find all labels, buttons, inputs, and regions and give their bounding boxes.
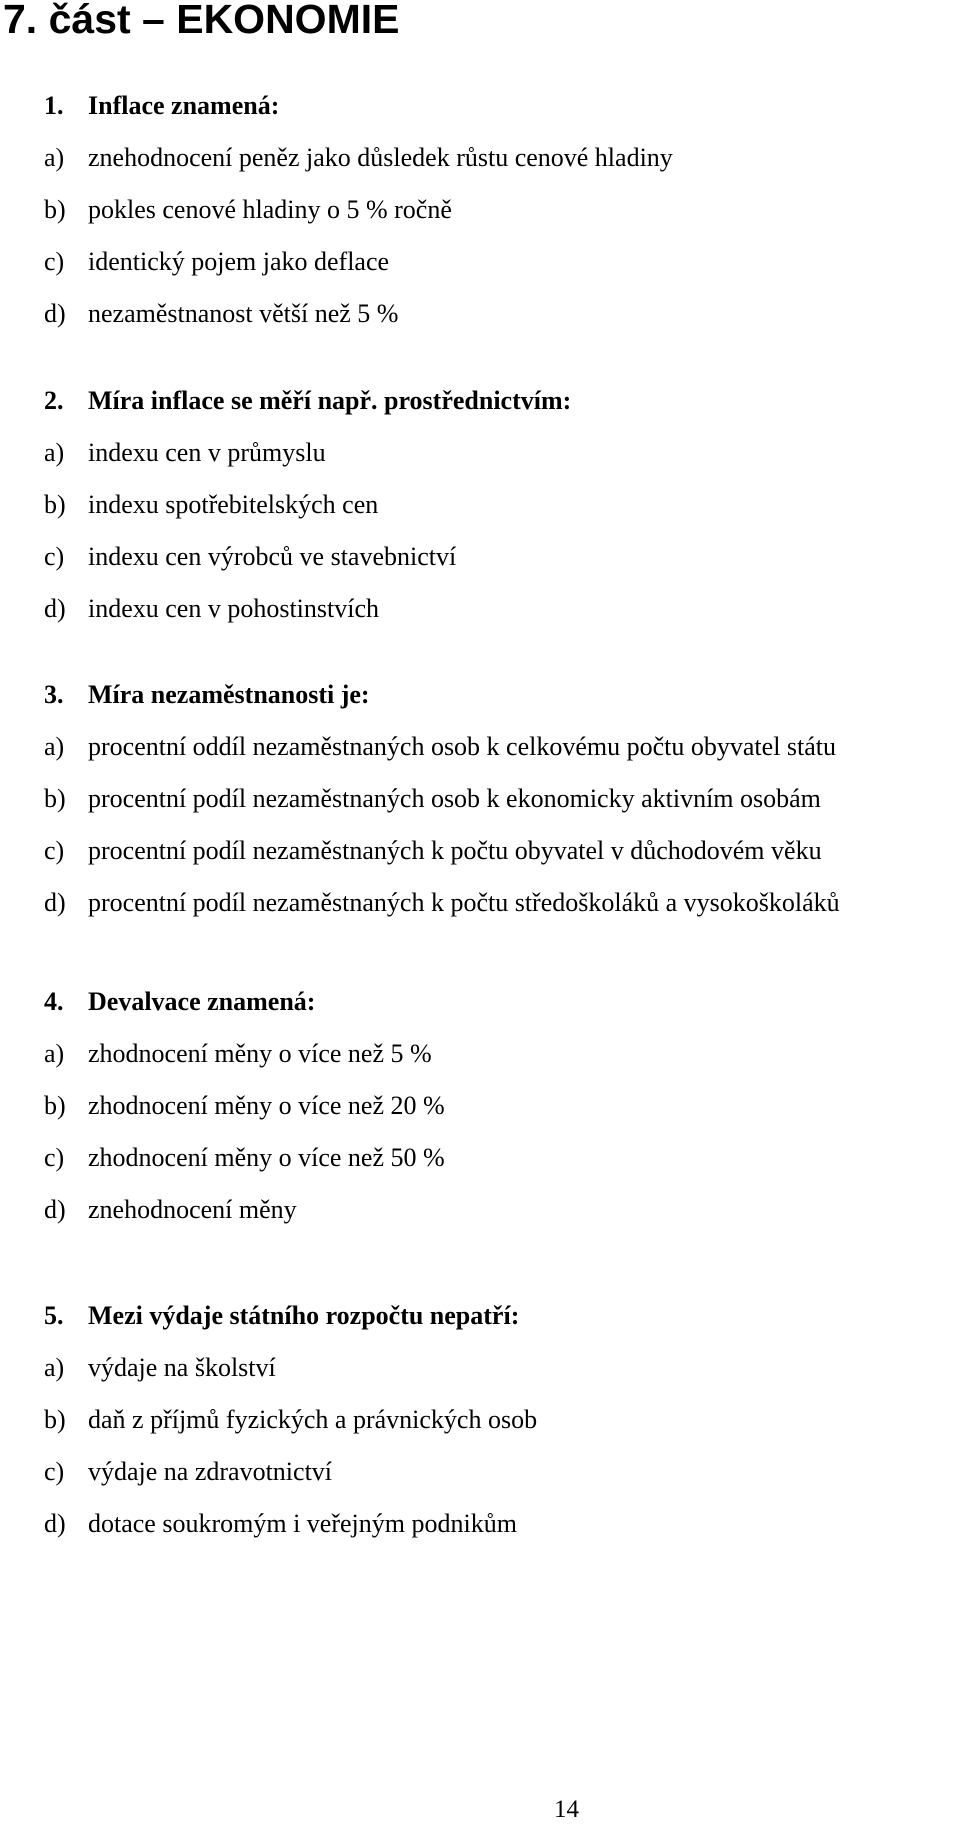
question-number: 4.: [44, 987, 64, 1016]
answer-option-d: [44, 1498, 537, 1550]
question-1: [44, 80, 673, 340]
question-5: [44, 1290, 537, 1550]
option-letter: a): [44, 1353, 65, 1382]
option-letter: b): [44, 490, 66, 519]
option-letter: c): [44, 247, 65, 276]
question-text: Inflace znamená:: [88, 91, 280, 120]
option-text: procentní oddíl nezaměstnaných osob k celkovému počtu obyvatel státu: [88, 732, 837, 761]
option-letter: c): [44, 836, 65, 865]
answer-option-b: [44, 1394, 537, 1446]
answer-option-a: [44, 721, 840, 773]
option-letter: c): [44, 1457, 65, 1486]
option-text: znehodnocení peněz jako důsledek růstu cenové hladiny: [88, 143, 673, 172]
page-number: 14: [554, 1796, 579, 1823]
option-text: identický pojem jako deflace: [88, 247, 390, 276]
answer-option-b: [44, 479, 571, 531]
answer-option-a: [44, 1342, 537, 1394]
option-letter: d): [44, 1195, 66, 1224]
option-letter: b): [44, 784, 66, 813]
option-text: daň z příjmů fyzických a právnických osob: [88, 1405, 538, 1434]
question-number: 1.: [44, 91, 64, 120]
option-letter: b): [44, 1405, 66, 1434]
option-letter: d): [44, 1509, 66, 1538]
question-text: Mezi výdaje státního rozpočtu nepatří:: [88, 1301, 520, 1330]
option-letter: a): [44, 143, 65, 172]
answer-option-b: [44, 1080, 445, 1132]
option-text: procentní podíl nezaměstnaných osob k ekonomicky aktivním osobám: [88, 784, 821, 813]
question-text: Míra inflace se měří např. prostřednictvím:: [88, 386, 572, 415]
option-text: dotace soukromým i veřejným podnikům: [88, 1509, 517, 1538]
answer-option-c: [44, 236, 673, 288]
option-text: indexu spotřebitelských cen: [88, 490, 379, 519]
answer-option-d: [44, 1184, 445, 1236]
answer-option-d: [44, 877, 840, 929]
answer-option-d: [44, 583, 571, 635]
question-4: [44, 976, 445, 1236]
answer-option-b: [44, 773, 840, 825]
question-text: Devalvace znamená:: [88, 987, 316, 1016]
option-text: zhodnocení měny o více než 20 %: [88, 1091, 445, 1120]
option-text: znehodnocení měny: [88, 1195, 297, 1224]
answer-option-c: [44, 1446, 537, 1498]
option-text: zhodnocení měny o více než 5 %: [88, 1039, 432, 1068]
question-number: 5.: [44, 1301, 64, 1330]
option-text: indexu cen v pohostinstvích: [88, 594, 380, 623]
answer-option-c: [44, 1132, 445, 1184]
option-letter: b): [44, 195, 66, 224]
option-letter: a): [44, 1039, 65, 1068]
option-text: procentní podíl nezaměstnaných k počtu obyvatel v důchodovém věku: [88, 836, 822, 865]
question-heading: [44, 375, 571, 427]
option-letter: d): [44, 594, 66, 623]
option-text: pokles cenové hladiny o 5 % ročně: [88, 195, 452, 224]
option-letter: a): [44, 438, 65, 467]
question-text: Míra nezaměstnanosti je:: [88, 680, 370, 709]
option-text: indexu cen v průmyslu: [88, 438, 326, 467]
question-2: [44, 375, 571, 635]
question-heading: [44, 976, 445, 1028]
option-text: nezaměstnanost větší než 5 %: [88, 299, 399, 328]
question-heading: [44, 80, 673, 132]
answer-option-c: [44, 531, 571, 583]
option-letter: d): [44, 888, 66, 917]
option-letter: a): [44, 732, 65, 761]
option-letter: b): [44, 1091, 66, 1120]
option-text: výdaje na školství: [88, 1353, 276, 1382]
answer-option-c: [44, 825, 840, 877]
question-number: 2.: [44, 386, 64, 415]
answer-option-d: [44, 288, 673, 340]
answer-option-a: [44, 132, 673, 184]
option-text: indexu cen výrobců ve stavebnictví: [88, 542, 457, 571]
question-heading: [44, 1290, 537, 1342]
answer-option-b: [44, 184, 673, 236]
question-3: [44, 669, 840, 929]
option-letter: c): [44, 542, 65, 571]
option-text: výdaje na zdravotnictví: [88, 1457, 333, 1486]
answer-option-a: [44, 427, 571, 479]
option-letter: d): [44, 299, 66, 328]
page-title: 7. část – EKONOMIE: [3, 0, 400, 42]
option-text: zhodnocení měny o více než 50 %: [88, 1143, 445, 1172]
option-letter: c): [44, 1143, 65, 1172]
question-number: 3.: [44, 680, 64, 709]
answer-option-a: [44, 1028, 445, 1080]
option-text: procentní podíl nezaměstnaných k počtu středoškoláků a vysokoškoláků: [88, 888, 840, 917]
question-heading: [44, 669, 840, 721]
